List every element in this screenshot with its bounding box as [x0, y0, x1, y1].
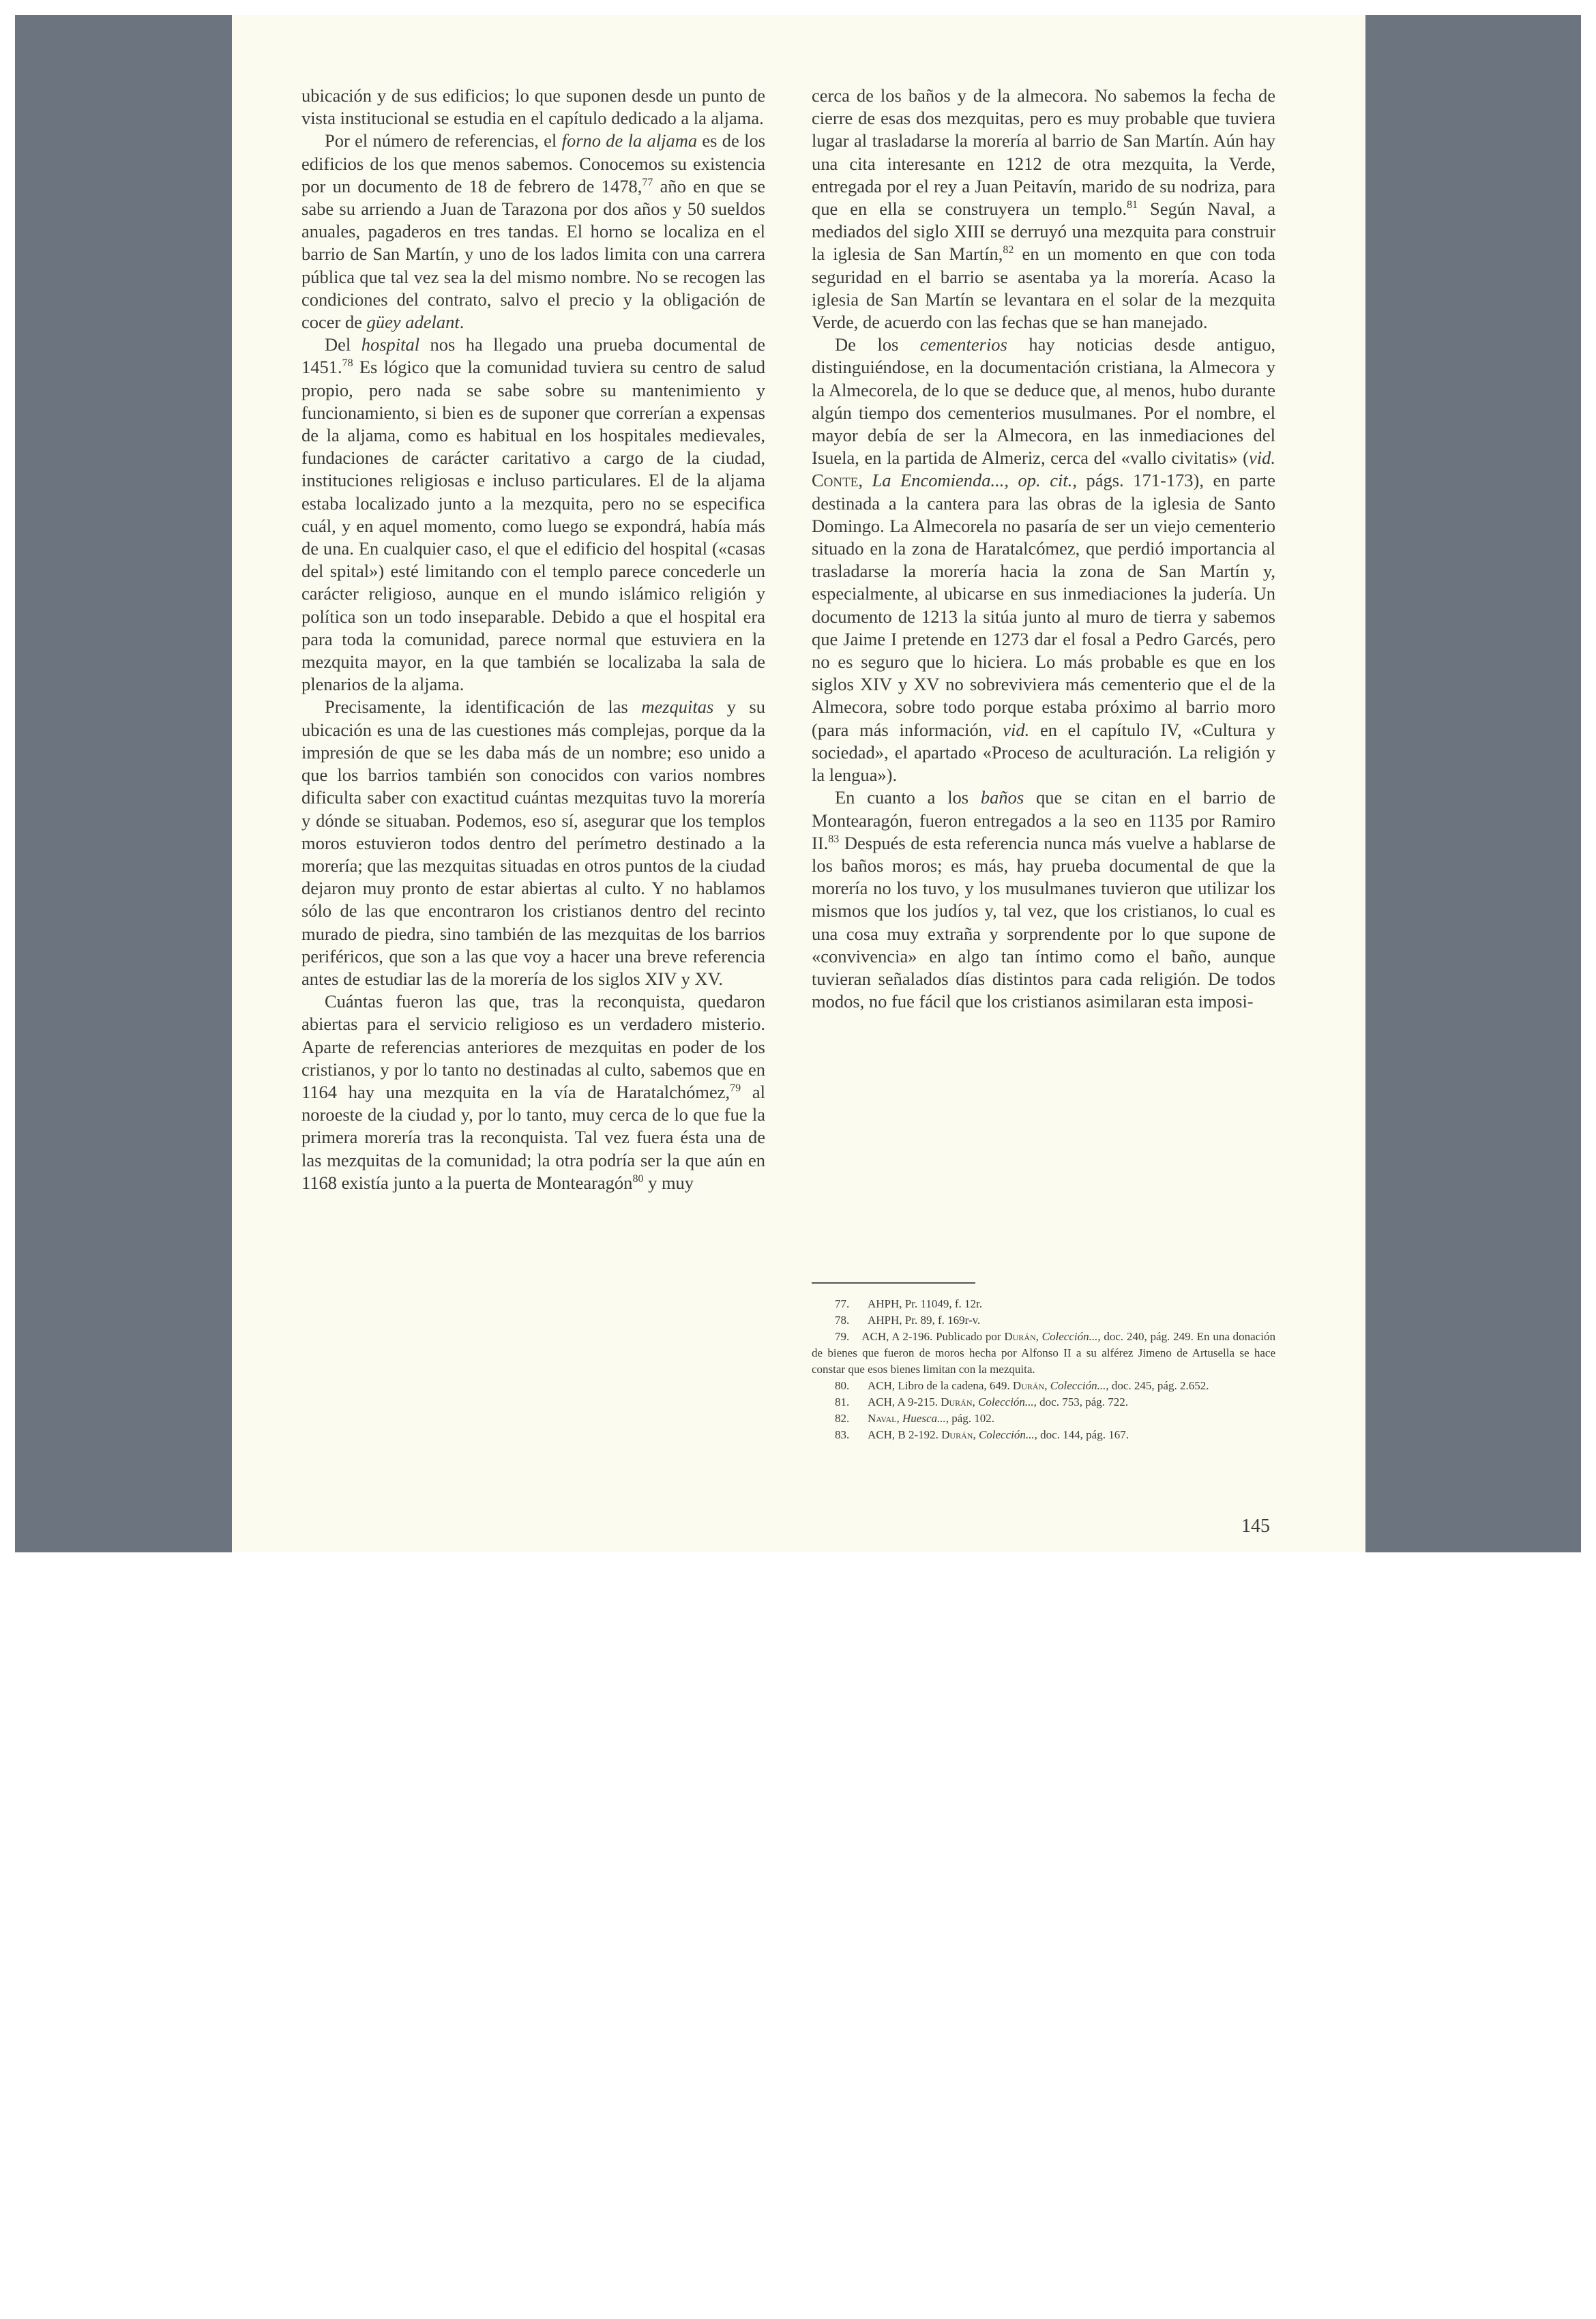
italic-text: La Encomienda..., op. cit. — [872, 470, 1073, 491]
italic-text: mezquitas — [641, 696, 714, 718]
italic-text: Colección... — [978, 1395, 1034, 1408]
italic-text: forno de la aljama — [561, 130, 698, 151]
page-number: 145 — [1241, 1516, 1270, 1537]
text-run: , doc. 245, pág. 2.652. — [1106, 1379, 1209, 1392]
left-text-column — [301, 85, 765, 1194]
text-run: nos ha llegado una prueba documental de 1451. — [301, 334, 765, 378]
text-run: AHPH, Pr. 89, f. 169r-v. — [868, 1314, 981, 1327]
italic-text: cementerios — [919, 334, 1007, 355]
italic-text: baños — [980, 787, 1024, 808]
italic-text: vid. — [1003, 719, 1030, 740]
footnote-number: 77. — [835, 1297, 850, 1310]
footnote-ref: 83 — [828, 833, 840, 845]
text-run: Es lógico que la comunidad tuviera su centro de salud propio, pero nada se sabe sobre su mantenimiento y funcionamiento, si bien es de suponer que correrían a expensas de la aljama, como es habitual en los hospitales medievales, fundaciones de carácter caritativo a cargo de la ciudad, instituciones religiosas e incluso particulares. El de la aljama estaba localizado junto a la mezquita, pero no se especifica cuál, y en aquel momento, como luego se expondrá, había más de una. En cualquier caso, el que el edificio del hospital («casas del spital») esté limitando con el templo parece concederle un carácter religioso, aunque en el mundo islámico religión y política son un todo inseparable. Debido a que el hospital era para toda la comunidad, parece normal que estuviera en la mezquita mayor, en la que también se localizaba la sala de plenarios de la aljama. — [301, 357, 765, 695]
footnote-ref: 81 — [1127, 199, 1138, 211]
text-run: ACH, A 9-215. — [868, 1395, 941, 1408]
text-run: ACH, A 2-196. Publicado por — [861, 1330, 1005, 1343]
footnote-ref: 80 — [632, 1172, 644, 1185]
paragraph — [812, 334, 1275, 786]
text-run: Después de esta referencia nunca más vuelve a hablarse de los baños moros; es más, hay prueba documental de que la morería no los tuvo, y los musulmanes tuvieron que utilizar los mismos que los judíos y, tal vez, que los cristianos, lo cual es una cosa muy extraña y sorprendente por lo que supone de «convivencia» en algo tan íntimo como el baño, aunque tuvieran señalados días distintos para cada religión. De todos modos, no fue fácil que los cristianos asimilaran esta imposi- — [812, 832, 1275, 1012]
text-run: cerca de los baños y de la almecora. No sabemos la fecha de cierre de esas dos mezquitas, pero es muy probable que tuviera lugar al trasladarse la morería al barrio de San Martín. Aún hay una cita interesante en 1212 de otra mezquita, la Verde, entregada por el rey a Juan Peitavín, marido de su nodriza, para que en ella se construyera un templo. — [812, 85, 1275, 220]
footnote-number: 78. — [835, 1314, 850, 1327]
italic-text: Huesca... — [902, 1412, 946, 1425]
text-run: al noroeste de la ciudad y, por lo tanto, muy cerca de lo que fue la primera morería tras la reconquista. Tal vez fuera ésta una de las mezquitas de la comunidad; la otra podría ser la que aún en 1168 existía junto a la puerta de Montearagón — [301, 1081, 766, 1193]
italic-text: güey adelant — [366, 312, 460, 333]
text-run: que se citan en el barrio de Montearagón, fueron entregados a la seo en 1135 por Ramiro II. — [812, 787, 1275, 853]
text-run: . — [459, 312, 464, 333]
footnote-number: 82. — [835, 1412, 850, 1425]
text-run: en el capítulo IV, «Cultura y sociedad», el apartado «Proceso de aculturación. La religión y la lengua»). — [812, 719, 1275, 786]
footnote-rule — [812, 1282, 975, 1284]
text-run: y muy — [643, 1172, 694, 1193]
text-run: , pág. 102. — [945, 1412, 995, 1425]
text-run: En cuanto a los — [835, 787, 981, 808]
text-run: Cuántas fueron las que, tras la reconquista, quedaron abiertas para el servicio religioso es un verdadero misterio. Aparte de referencias anteriores de mezquitas en poder de los cristianos, y por lo tanto no destinadas al culto, sabemos que en 1164 hay una mezquita en la vía de Haratalchómez, — [301, 991, 765, 1102]
author-name: Naval — [868, 1412, 897, 1425]
text-run: , — [972, 1395, 978, 1408]
text-run: AHPH, Pr. 11049, f. 12r. — [868, 1297, 982, 1310]
author-name: Durán — [941, 1428, 973, 1441]
author-name: Durán — [941, 1395, 973, 1408]
author-name: Durán — [1012, 1379, 1045, 1392]
footnote — [812, 1296, 1275, 1312]
text-run: Según Naval, a mediados del siglo XIII se derruyó una mezquita para construir la iglesia de San Martín, — [812, 198, 1275, 265]
text-run: Precisamente, la identificación de las — [325, 696, 642, 718]
footnote-number: 80. — [835, 1379, 850, 1392]
text-run: , doc. 753, pág. 722. — [1033, 1395, 1129, 1408]
text-run: De los — [835, 334, 920, 355]
paragraph — [301, 85, 765, 130]
text-run: es de los edificios de los que menos sabemos. Conocemos su existencia por un documento de 18 de febrero de 1478, — [301, 130, 766, 196]
paragraph — [301, 990, 765, 1194]
footnotes — [812, 1282, 1275, 1443]
text-run: ubicación y de sus edificios; lo que suponen desde un punto de vista institucional se estudia en el capítulo dedicado a la aljama. — [301, 85, 765, 129]
text-run: ACH, Libro de la cadena, 649. — [868, 1379, 1013, 1392]
footnote-number: 83. — [835, 1428, 850, 1441]
paragraph — [812, 786, 1275, 1013]
text-run: , págs. 171-173), en parte destinada a la cantera para las obras de la iglesia de Santo Domingo. La Almecorela no pasaría de ser un viejo cementerio situado en la zona de Haratalcómez, que perdió importancia al trasladarse la morería hacia la zona de San Martín y, especialmente, al ubicarse en sus inmediaciones la judería. Un documento de 1213 la sitúa junto al muro de tierra y sabemos que Jaime I pretende en 1273 dar el fosal a Pedro Garcés, pero no es seguro que lo hiciera. Lo más probable es que en los siglos XIV y XV no sobreviviera más cementerio que el de la Almecora, sobre todo porque estaba próximo al barrio moro (para más información, — [812, 470, 1276, 740]
text-run: Del — [325, 334, 361, 355]
text-run: Por el número de referencias, el — [325, 130, 562, 151]
italic-text: Colección... — [1041, 1330, 1098, 1343]
italic-text: hospital — [361, 334, 420, 355]
footnote-number: 81. — [835, 1395, 850, 1408]
footnote-ref: 78 — [342, 357, 353, 370]
text-run: , — [1044, 1379, 1050, 1392]
footnote-number: 79. — [835, 1330, 850, 1343]
footnote — [812, 1329, 1275, 1378]
footnote — [812, 1394, 1275, 1410]
italic-text: Colección... — [978, 1428, 1035, 1441]
paragraph — [301, 696, 765, 990]
author-name: Conte — [812, 470, 859, 491]
text-run: , — [1035, 1330, 1042, 1343]
text-run: , doc. 144, pág. 167. — [1034, 1428, 1129, 1441]
author-name: Durán — [1004, 1330, 1036, 1343]
book-page — [232, 15, 1365, 1552]
footnote-ref: 82 — [1003, 244, 1014, 256]
footnote-ref: 79 — [730, 1082, 741, 1094]
paragraph — [812, 85, 1275, 334]
italic-text: vid. — [1249, 447, 1275, 469]
text-run: , — [973, 1428, 979, 1441]
right-text-column — [812, 85, 1275, 1013]
footnote — [812, 1427, 1275, 1443]
text-run: , — [858, 470, 872, 491]
text-run: ACH, B 2-192. — [868, 1428, 942, 1441]
footnote — [812, 1312, 1275, 1329]
italic-text: Colección... — [1050, 1379, 1106, 1392]
paragraph — [301, 130, 765, 334]
text-run: , — [896, 1412, 903, 1425]
text-run: en un momento en que con toda seguridad en el barrio se asentaba ya la morería. Acaso la iglesia de San Martín se levantara en el solar de la mezquita Verde, de acuerdo con las fechas que se han manejado. — [812, 243, 1275, 333]
footnote-list — [812, 1296, 1275, 1443]
footnote — [812, 1410, 1275, 1427]
paragraph — [301, 334, 765, 696]
text-run: año en que se sabe su arriendo a Juan de Tarazona por dos años y 50 sueldos anuales, pagaderos en tres tandas. El horno se localiza en el barrio de San Martín, y uno de los lados limita con una carrera pública que tal vez sea la del mismo nombre. No se recogen las condiciones del contrato, salvo el precio y la obligación de cocer de — [301, 175, 765, 333]
footnote-ref: 77 — [642, 176, 653, 188]
text-run: y su ubicación es una de las cuestiones más complejas, porque da la impresión de que se les daba más de un nombre; eso unido a que los barrios también son conocidos con varios nombres dificulta saber con exactitud cuántas mezquitas tuvo la morería y dónde se situaban. Podemos, eso sí, asegurar que los templos moros estuvieron todos dentro del perímetro destinado a la morería; que las mezquitas situadas en otros puntos de la ciudad dejaron muy pronto de estar abiertas al culto. Y no hablamos sólo de las que encontraron los cristianos dentro del recinto murado de piedra, sino también de las mezquitas de los barrios periféricos, que son a las que voy a hacer una breve referencia antes de estudiar las de la morería de los siglos XIV y XV. — [301, 696, 765, 989]
text-run: , doc. 240, pág. 249. En una donación de bienes que fueron de moros hecha por Alfonso II a su alférez Jimeno de Artusella se hace constar que esos bienes limitan con la mezquita. — [812, 1330, 1275, 1376]
text-run: hay noticias desde antiguo, distinguiéndose, en la documentación cristiana, la Almecora y la Almecorela, de lo que se deduce que, al menos, hubo durante algún tiempo dos cementerios musulmanes. Por el nombre, el mayor debía de ser la Almecora, en las inmediaciones del Isuela, en la partida de Almeriz, cerca del «vallo civitatis» ( — [812, 334, 1275, 469]
footnote — [812, 1378, 1275, 1394]
